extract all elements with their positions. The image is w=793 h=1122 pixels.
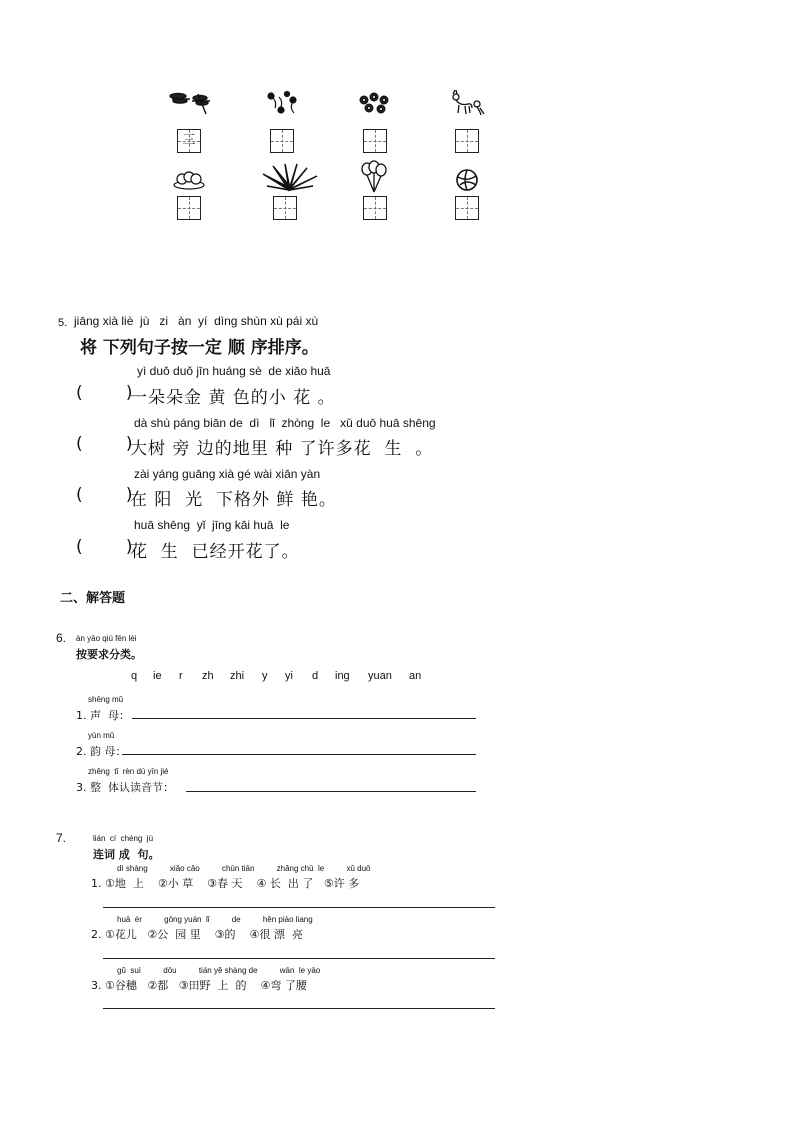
box-hint: 三 [182,133,196,148]
answer-line[interactable] [122,754,476,755]
letter-item: ie [153,670,162,682]
writing-box[interactable] [455,129,479,153]
balloons-icon [359,160,389,194]
letter-item: zh [202,670,214,682]
grass-icon [259,162,319,192]
category-label: 2. 韵 母： [76,745,127,758]
category-pinyin: yùn mǔ [88,731,115,740]
section-title: 二、解答题 [60,591,126,606]
category-label: 1. 声 母： [76,709,130,722]
question-title: 连词 成 句。 [93,848,160,861]
letter-item: q [131,670,138,682]
writing-box[interactable] [363,196,387,220]
question-title: 将 下列句子按一定 顺 序排序。 [80,338,319,358]
sentence-pinyin: dà shù páng biān de dì lǐ zhòng le xǔ duō huā shēng [134,416,436,430]
sentence-text: 大树 旁 边的地里 种 了许多花 生 。 [130,439,434,459]
letter-item: ing [335,670,350,682]
category-label: 3. 整 体认读音节： [76,781,174,794]
words-pinyin: gǔ suì dōu tián yě shàng de wān le yāo [117,966,321,975]
answer-paren[interactable]: ( ) [76,485,133,505]
question-number: 7. [56,831,67,845]
sentence-text: 花 生 已经开花了。 [130,542,300,562]
answer-line[interactable] [103,1008,495,1009]
answer-line[interactable] [186,791,476,792]
letter-item: r [179,670,183,682]
answer-paren[interactable]: ( ) [76,434,133,454]
words-pinyin: dì shàng xiǎo cǎo chūn tiān zhǎng chū le xǔ duō [117,864,371,873]
answer-line[interactable] [103,958,495,959]
question-title-pinyin: lián cí chéng jù [93,834,154,843]
writing-box[interactable] [177,196,201,220]
words-pinyin: huā ér gōng yuán lǐ de hěn piào liang [117,915,313,924]
dragonfly-icon [168,90,212,116]
sentence-text: 一朵朵金 黄 色的小 花 。 [130,388,336,408]
writing-box[interactable] [363,129,387,153]
letter-item: yi [285,670,293,682]
writing-box[interactable] [177,129,201,153]
sentence-pinyin: huā shēng yǐ jīng kāi huā le [134,518,290,532]
answer-paren[interactable]: ( ) [76,383,133,403]
letter-item: an [409,670,422,682]
category-pinyin: shēng mǔ [88,695,124,704]
question-number: 5. [58,317,68,329]
answer-line[interactable] [132,718,476,719]
deer-icon [447,88,487,118]
letter-item: d [312,670,319,682]
letter-item: yuan [368,670,392,682]
category-pinyin: zhěng tǐ rèn dú yīn jié [88,767,169,776]
words-list: 1. ①地 上 ②小 草 ③春 天 ④ 长 出 了 ⑤许 多 [91,877,360,890]
cakes-icon [172,170,206,190]
writing-box[interactable] [270,129,294,153]
answer-line[interactable] [103,907,495,908]
flowers-icon [356,90,394,118]
question-title-pinyin: jiāng xià liè jù zi àn yí dìng shùn xù pái xù [74,314,319,328]
answer-paren[interactable]: ( ) [76,537,133,557]
tadpole-icon [265,88,301,116]
sentence-pinyin: zài yáng guāng xià gé wài xiān yàn [134,467,321,481]
ball-icon [455,168,479,192]
question-number: 6. [56,631,67,645]
letter-item: y [262,670,268,682]
question-title-pinyin: àn yāo qiú fēn lèi [76,634,137,643]
writing-box[interactable] [273,196,297,220]
words-list: 2. ①花儿 ②公 园 里 ③的 ④很 漂 亮 [91,928,303,941]
letter-item: zhi [230,670,245,682]
words-list: 3. ①谷穗 ②都 ③田野 上 的 ④弯 了腰 [91,979,307,992]
writing-box[interactable] [455,196,479,220]
sentence-text: 在 阳 光 下格外 鲜 艳。 [130,490,337,510]
sentence-pinyin: yì duǒ duǒ jīn huáng sè de xiǎo huā [137,364,331,378]
question-title: 按要求分类。 [76,648,142,661]
